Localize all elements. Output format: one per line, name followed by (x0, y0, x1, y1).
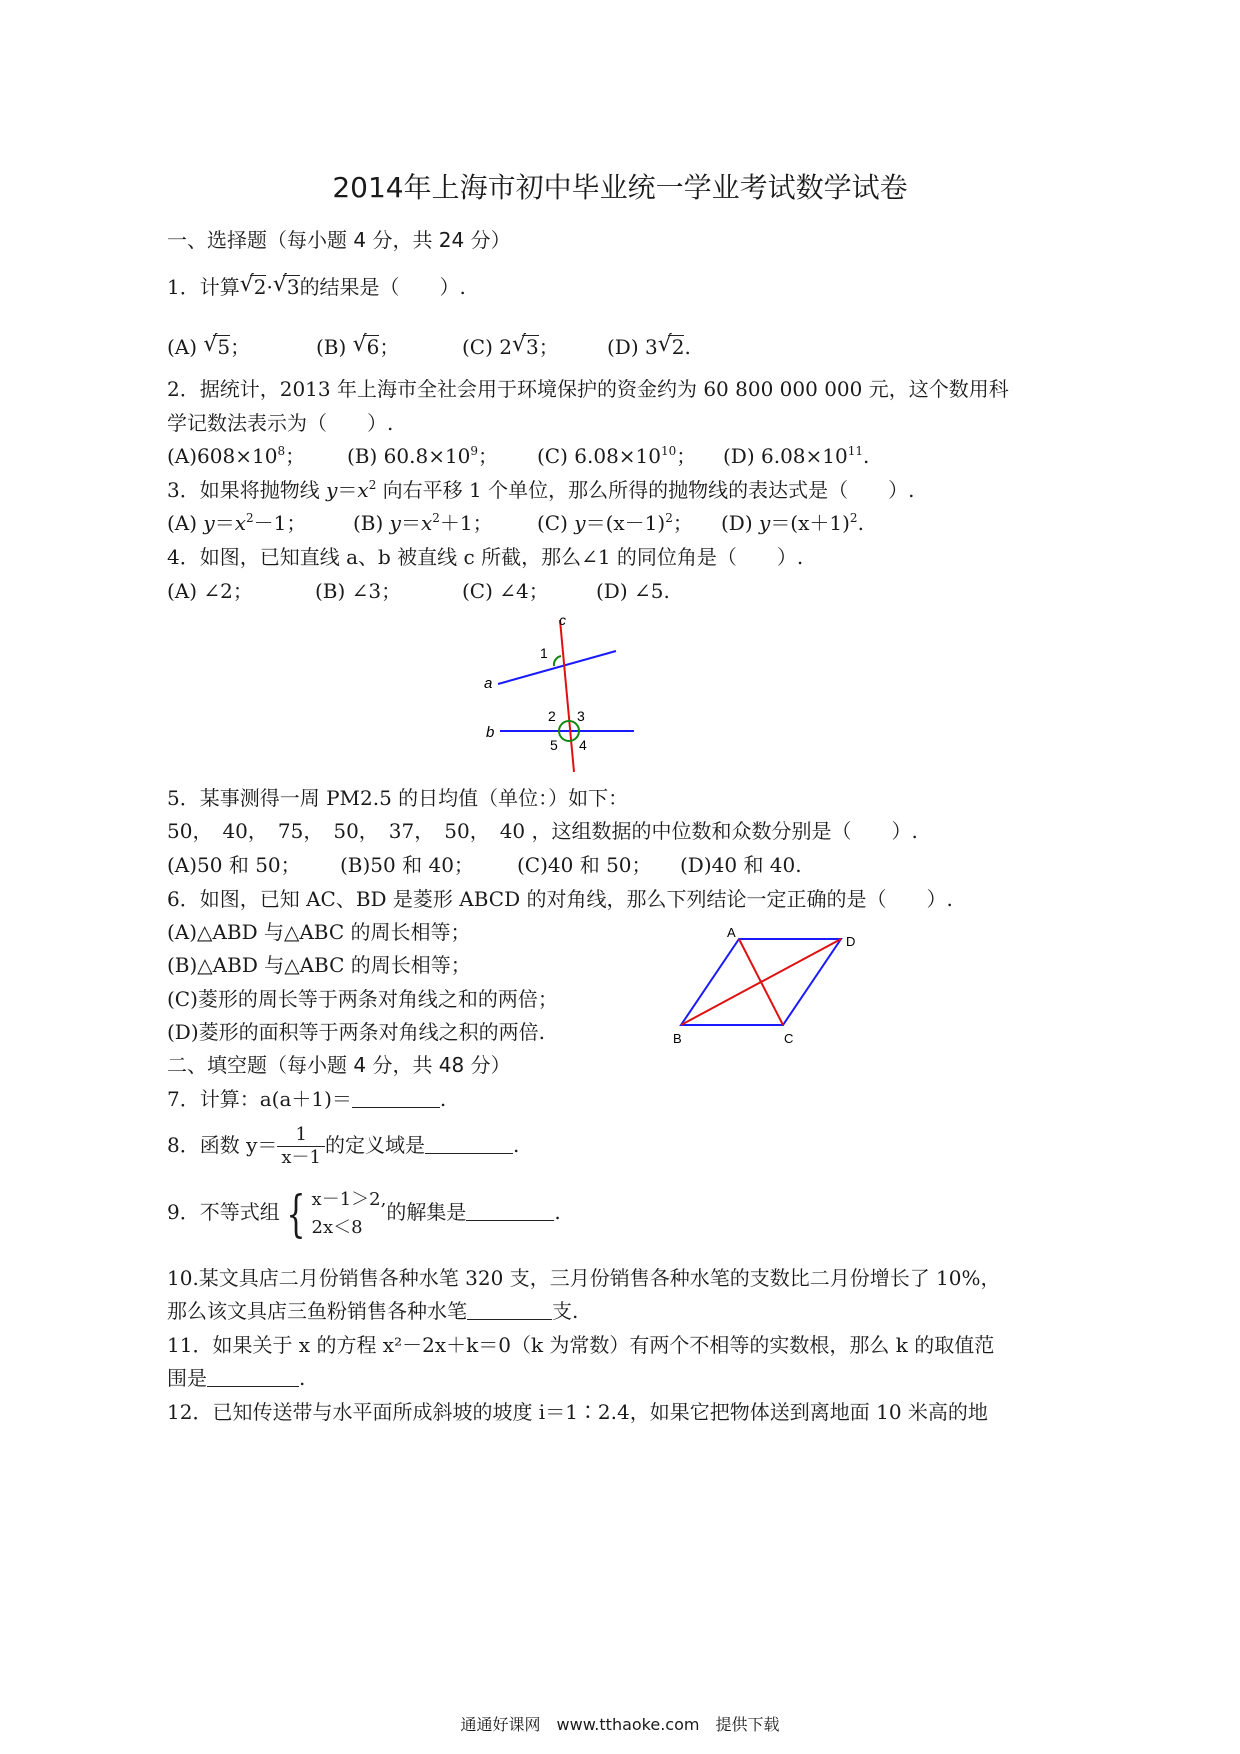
q4-option-b: (B) ∠3； (315, 579, 402, 603)
line-a (498, 651, 616, 684)
vertex-label-d: D (846, 934, 856, 949)
label-c: c (559, 612, 566, 628)
q6-option-d: (D)菱形的面积等于两条对角线之积的两倍. (167, 1020, 545, 1044)
label-4: 4 (579, 737, 587, 753)
question-9: 9．不等式组 { x－1＞2, 2x＜8 的解集是 . (167, 1184, 561, 1243)
question-7: 7．计算：a(a＋1)＝ . (167, 1087, 447, 1111)
q1-option-d: (D) 3 √ 2. (607, 332, 691, 359)
sqrt-2: √ 2 (239, 272, 267, 299)
vertex-label-b: B (673, 1031, 682, 1046)
q6-option-a: (A)△ABD 与△ABC 的周长相等； (167, 920, 471, 944)
q1-stem-a: 1．计算 (167, 275, 240, 299)
question-2-line1: 2．据统计，2013 年上海市全社会用于环境保护的资金约为 60 800 000 000 元，这个数用科 (167, 377, 1009, 401)
question-1-stem (167, 274, 466, 300)
q5-option-d: (D)40 和 40. (680, 853, 802, 877)
q4-option-a: (A) ∠2； (167, 579, 253, 603)
q9-brace: { (286, 1184, 306, 1243)
question-5-data: 50， 40， 75， 50， 37， 50， 40 ，这组数据的中位数和众数分别是（ ）. (167, 819, 918, 843)
q3-option-a: (A) $y=x^2-1$； (167, 511, 307, 535)
question-10-line2: 那么该文具店三鱼粉销售各种水笔 支. (167, 1299, 579, 1323)
vertex-label-c: C (784, 1031, 794, 1046)
q8-fraction: $\frac{1}{x-1}$ (277, 1124, 325, 1169)
section-choice-heading: 一、选择题（每小题 4 分，共 24 分） (167, 228, 511, 252)
question-11-line2: 围是 . (167, 1366, 306, 1390)
q1-option-b: (B) √ 6； (316, 332, 400, 359)
question-10-line1: 10.某文具店二月份销售各种水笔 320 支，三月份销售各种水笔的支数比二月份增长了 10%， (167, 1266, 1001, 1290)
q6-option-b: (B)△ABD 与△ABC 的周长相等； (167, 953, 471, 977)
q2-option-b: (B) $60.8\times 10^9$； (347, 444, 499, 468)
label-1: 1 (540, 645, 548, 661)
sqrt-3: √ 3 (272, 272, 300, 299)
figure-transversal (470, 608, 650, 778)
q9-answer-blank[interactable] (466, 1202, 554, 1221)
label-3: 3 (577, 708, 585, 724)
question-12-line1: 12．已知传送带与水平面所成斜坡的坡度 i＝1∶2.4，如果它把物体送到离地面 10 米高的地 (167, 1400, 988, 1424)
q6-option-c: (C)菱形的周长等于两条对角线之和的两倍； (167, 987, 558, 1011)
label-b: b (486, 724, 495, 741)
q2-option-d: (D) $6.08\times 10^{11}$. (723, 444, 870, 468)
question-8: 8．函数 y＝ $\frac{1}{x-1}$ 的定义域是 . (167, 1124, 520, 1168)
q10-answer-blank[interactable] (467, 1301, 552, 1320)
section-fill-heading: 二、填空题（每小题 4 分，共 48 分） (167, 1053, 511, 1077)
q11-answer-blank[interactable] (207, 1368, 299, 1387)
q1-option-a: (A) √ 5； (167, 332, 251, 359)
q1-stem-b: 的结果是（ ）. (299, 275, 466, 299)
diagonal-bd (681, 939, 841, 1025)
figure-rhombus (665, 922, 865, 1048)
question-4-stem: 4．如图，已知直线 a、b 被直线 c 所截，那么∠1 的同位角是（ ）. (167, 545, 804, 569)
q8-answer-blank[interactable] (425, 1135, 513, 1154)
q5-option-a: (A)50 和 50； (167, 853, 301, 877)
question-2-line2: 学记数法表示为（ ）. (167, 411, 394, 435)
label-2: 2 (548, 708, 556, 724)
q3-option-b: (B) $y=x^2+1$； (353, 511, 493, 535)
question-6-stem: 6．如图，已知 AC、BD 是菱形 ABCD 的对角线，那么下列结论一定正确的是（ ）. (167, 887, 953, 911)
q2-option-a: $(A)608\times 10^8$； (167, 444, 306, 468)
question-11-line1: 11．如果关于 x 的方程 x²－2x＋k＝0（k 为常数）有两个不相等的实数根，那么 k 的取值范 (167, 1333, 995, 1357)
question-5-stem: 5．某事测得一周 PM2.5 的日均值（单位：）如下： (167, 786, 629, 810)
q7-answer-blank[interactable] (352, 1089, 440, 1108)
page-footer: 通通好课网 www.tthaoke.com 提供下载 (460, 1715, 780, 1734)
q5-option-b: (B)50 和 40； (340, 853, 474, 877)
question-3-stem: 3．如果将抛物线 $y=x^2$ 向右平移 1 个单位，那么所得的抛物线的表达式是（ ）. (167, 478, 915, 502)
line-c (560, 620, 574, 772)
label-a: a (484, 675, 493, 692)
q3-option-d: (D) $y=(x+1)^2$. (721, 511, 864, 535)
q1-dot: · (266, 275, 273, 299)
angle-1-arc (554, 656, 561, 666)
q1-option-c: (C) 2 √ 3； (462, 332, 559, 359)
q5-option-c: (C)40 和 50； (517, 853, 652, 877)
label-5: 5 (550, 737, 558, 753)
q2-option-c: (C) $6.08\times 10^{10}$； (537, 444, 697, 468)
q4-option-c: (C) ∠4； (462, 579, 549, 603)
q4-option-d: (D) ∠5. (596, 579, 670, 603)
vertex-label-a: A (727, 925, 736, 940)
q9-system: x－1＞2, 2x＜8 (311, 1188, 387, 1238)
page-title: 2014年上海市初中毕业统一学业考试数学试卷 (332, 171, 908, 204)
q3-option-c: (C) $y=(x-1)^2$； (537, 511, 693, 535)
